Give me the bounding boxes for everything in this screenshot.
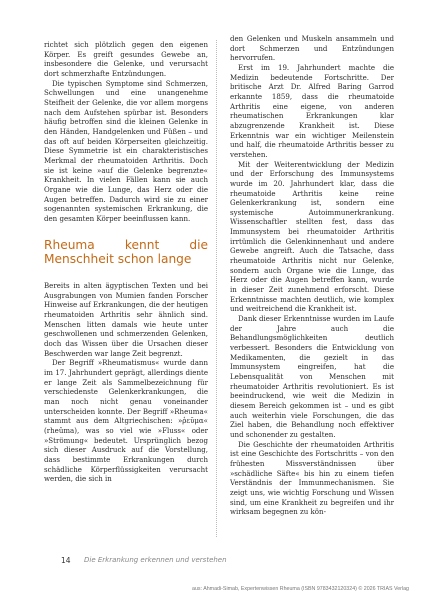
paragraph: richtet sich plötzlich gegen den eigenen Körper. Es greift gesundes Gewebe an, insbesondere die Gelenke, und verursacht dort schmerzhafte Entzündungen. — [44, 40, 208, 78]
running-title: Die Erkrankung erkennen und verstehen — [84, 556, 227, 564]
page-number: 14 — [61, 556, 71, 565]
paragraph: Die typischen Symptome sind Schmerzen, Schwellungen und eine unangenehme Steifheit der Gelenke, die vor allem morgens nach dem Aufstehen spürbar ist. Besonders häufig betroffen sind die kleinen Gelenke in den Händen, Handgelenken und Füßen – und das oft auf beiden Körperseiten gleichzeitig. Diese Symmetrie ist ein charakteristisches Merkmal der rheumatoiden Arthritis. Doch sie ist keine »auf die Gelenke begrenzte« Krankheit. In vielen Fällen kann sie auch Organe wie die Lunge, das Herz oder die Augen betreffen. Dadurch wird sie zu einer sogenannten systemischen Erkrankung, die den gesamten Körper beeinflussen kann. — [44, 78, 208, 223]
section-heading: Rheuma kennt die Menschheit schon lange — [44, 238, 208, 267]
paragraph: Dank dieser Erkenntnisse wurden im Laufe der Jahre auch die Behandlungsmöglichkeiten deutlich verbessert. Besonders die Entwicklung von Medikamenten, die gezielt in das Immunsystem eingreifen, hat die Lebensqualität von Menschen mit rheumatoider Arthritis revolutioniert. Es ist beeindruckend, wie weit die Medizin in diesem Bereich gekommen ist – und es gibt auch weiterhin viele Forschungen, die das Ziel haben, die Behandlung noch effektiver und schonender zu gestalten. — [230, 314, 394, 439]
column-divider — [216, 40, 217, 537]
right-column — [230, 34, 394, 517]
paragraph: den Gelenken und Muskeln ansammeln und dort Schmerzen und Entzündungen hervorrufen. — [230, 34, 394, 63]
publisher-credit: aus: Ahmadi-Simab, Expertenwissen Rheuma (ISBN 9783432120324) © 2026 TRIAS Verlag — [192, 586, 409, 592]
paragraph: Der Begriff »Rheumatismus« wurde dann im 17. Jahrhundert geprägt, allerdings diente er lange Zeit als Sammelbezeichnung für verschiedenste Gelenkerkrankungen, die man noch nicht genau voneinander unterscheiden konnte. Der Begriff »Rheuma« stammt aus dem Altgriechischen: »ῥεῦμα« (rheûma), was so viel wie »Fluss« oder »Strömung« bedeutet. Ursprünglich bezog sich dieser Ausdruck auf die Vorstellung, dass bestimmte Erkrankungen durch schädliche Körperflüssigkeiten verursacht werden, die sich in — [44, 358, 208, 484]
paragraph: Bereits in alten ägyptischen Texten und bei Ausgrabungen von Mumien fanden Forscher Hinweise auf Erkrankungen, die der heutigen rheumatoiden Arthritis sehr ähnlich sind. Menschen litten damals wie heute unter geschwollenen und schmerzenden Gelenken, doch das Wissen über die Ursachen dieser Beschwerden war lange Zeit begrenzt. — [44, 281, 208, 358]
left-column — [44, 40, 208, 484]
paragraph: Mit der Weiterentwicklung der Medizin und der Erforschung des Immunsystems wurde im 20. Jahrhundert klar, dass die rheumatoide Arthritis keine reine Gelenkerkrankung ist, sondern eine systemische Autoimmunerkrankung. Wissenschaftler stellten fest, dass das Immunsystem bei rheumatoider Arthritis irrtümlich die Gelenkinnenhaut und andere Gewebe angreift. Auch die Tatsache, dass rheumatoide Arthritis nicht nur Gelenke, sondern auch Organe wie die Lunge, das Herz oder die Augen betreffen kann, wurde in dieser Zeit zunehmend erforscht. Diese Erkenntnisse machten deutlich, wie komplex und weitreichend die Krankheit ist. — [230, 159, 394, 314]
paragraph: Erst im 19. Jahrhundert machte die Medizin bedeutende Fortschritte. Der britische Arzt Dr. Alfred Baring Garrod erkannte 1859, dass die rheumatoide Arthritis eine eigene, von anderen rheumatischen Erkrankungen klar abzugrenzende Krankheit ist. Diese Erkenntnis war ein wichtiger Meilenstein und half, die rheumatoide Arthritis besser zu verstehen. — [230, 62, 394, 159]
paragraph: Die Geschichte der rheumatoiden Arthritis ist eine Geschichte des Fortschritts – von den frühesten Missverständnissen über »schädliche Säfte« bis hin zu einem tiefen Verständnis der Immunmechanismen. Sie zeigt uns, wie wichtig Forschung und Wissen sind, um eine Krankheit zu begreifen und ihr wirksam begegnen zu kön- — [230, 439, 394, 517]
